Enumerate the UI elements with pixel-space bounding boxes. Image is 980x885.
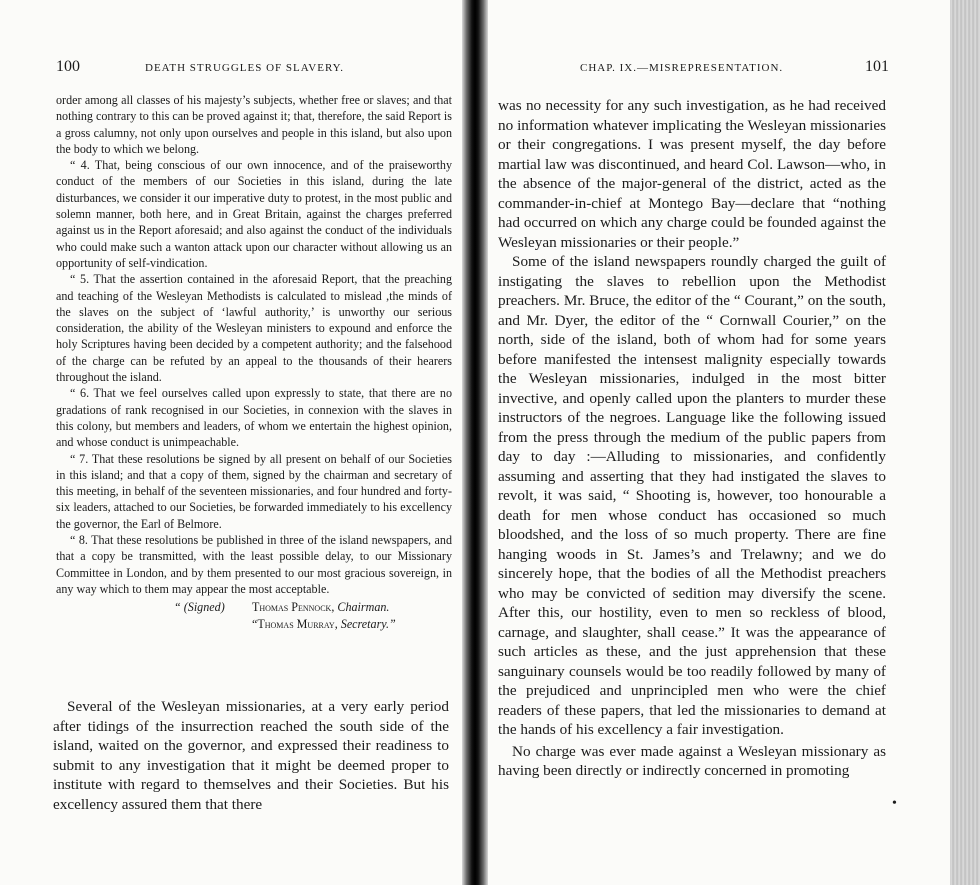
chairman-name: Thomas Pennock, [251, 600, 335, 615]
signature-line-1 [56, 599, 452, 615]
left-page-number: 100 [56, 58, 80, 75]
right-page [488, 0, 950, 885]
right-running-head: CHAP. IX.—MISREPRESENTATION. [580, 62, 784, 74]
left-running-head: DEATH STRUGGLES OF SLAVERY. [145, 62, 344, 74]
right-paragraph-3: No charge was ever made against a Wesleyan missionary as having been directly or indirectly concerned in promoting [498, 742, 886, 779]
book-gutter [462, 0, 488, 885]
signed-label: “ (Signed) [174, 600, 225, 615]
chairman-role: Chairman. [337, 600, 390, 615]
resolution-4: “ 4. That, being conscious of our own innocence, and of the praiseworthy conduct of the members of our Societies in this island, during the late disturbances, we consider it our imperative duty to protest, in the most public and solemn manner, both here, and in Great Britain, against the charges preferred against us in the Report aforesaid; and also against the conduct of the individuals who could make such a wanton attack upon our character without allowing us an opportunity of self-vindication. [56, 158, 452, 270]
right-paragraph-1: was no necessity for any such investigation, as he had received no information whatever implicating the Wesleyan missionaries or their congregations. I was present myself, the day before martial law was discontinued, and heard Col. Lawson—who, in the absence of the major-general of the district, acted as the commander-in-chief at Montego Bay—declare that “nothing had occurred on which any charge could be founded against the Wesleyan missionaries or their people.” [498, 97, 886, 251]
resolution-6: “ 6. That we feel ourselves called upon expressly to state, that there are no gradations of rank recognised in our Societies, in connexion with the slaves in this colony, but members and leaders, of whom we entertain the highest opinion, and whose conduct is unimpeachable. [56, 386, 452, 450]
left-page [0, 0, 462, 885]
resolution-7: “ 7. That these resolutions be signed by all present on behalf of our Societies in this island; and that a copy of them, signed by the chairman and secretary of this meeting, in behalf of the seventeen missionaries, and four hundred and forty-six leaders, attached to our Societies, be forwarded immediately to his excellency the governor, the Earl of Belmore. [56, 451, 452, 531]
resolutions-block [56, 92, 452, 632]
signature-line-2 [56, 616, 452, 632]
resolution-8: “ 8. That these resolutions be published in three of the island newspapers, and that a copy be transmitted, with the least possible delay, to our Missionary Committee in London, and by them presented to our most gracious sovereign, in any way which to them may appear the most acceptable. [56, 533, 452, 596]
right-page-number: 101 [865, 58, 889, 75]
quote-continuation: order among all classes of his majesty’s subjects, whether free or slaves; and that nothing contrary to this can be proved against it; that, therefore, the said Report is a gross calumny, not only upon ourselves and people in this island, but also upon the body to which we belong. [56, 93, 452, 156]
closing-paragraph-text: Several of the Wesleyan missionaries, at a very early period after tidings of the insurrection reached the south side of the island, waited on the governor, and expressed their readiness to submit to any investigation that it might be deemed proper to institute with regard to themselves and their Societies. But his excellency assured them that there [53, 698, 449, 813]
secretary-name: “Thomas Murray, [252, 616, 338, 631]
page-edges [950, 0, 980, 885]
left-closing-paragraph [53, 697, 449, 814]
secretary-role: Secretary.” [340, 616, 396, 631]
resolution-5: “ 5. That the assertion contained in the aforesaid Report, that the preaching and teaching of the Wesleyan Methodists is calculated to mislead ,the minds of the slaves on the subject of ‘lawful authority,’ is unworthy our serious consideration, the ability of the Wesleyan ministers to expound and enforce the holy Scriptures having been decided by a competent authority; and the falsehood of the charge can be refuted by an appeal to the thousands of their hearers throughout the island. [56, 272, 452, 385]
right-paragraph-2: Some of the island newspapers roundly charged the guilt of instigating the slaves to rebellion upon the Methodist preachers. Mr. Bruce, the editor of the “ Courant,” on the south, and Mr. Dyer, the editor of the “ Cornwall Courier,” on the north, side of the island, both of whom had for some years before manifested the intensest malignity especially towards the Wesleyan missionaries, indulged in the most bitter invective, and openly called upon the planters to murder these instructors of the negroes. Language like the following issued from the press through the medium of the public papers from day to day :—Alluding to missionaries, and confidently assuming and asserting that they had instigated the slaves to revolt, it was said, “ Shooting is, however, too honourable a death for men whose conduct has occasioned so much bloodshed, and the loss of so much property. There are fine hanging woods in St. James’s and Trelawny; and we do sincerely hope, that the bodies of all the Methodist preachers who may be convicted of sedition may diversify the scene. After this, our hostility, even to men so reckless of blood, carnage, and slaughter, shall cease.” It was the appearance of such articles as these, and the just apprehension that these sanguinary counsels would be too readily followed by many of the prejudiced and unprincipled men who were the chief readers of these papers, that led the missionaries to demand at the hands of his excellency a fair investigation. [498, 253, 886, 738]
right-body [498, 96, 886, 781]
ink-speck: • [892, 796, 897, 811]
